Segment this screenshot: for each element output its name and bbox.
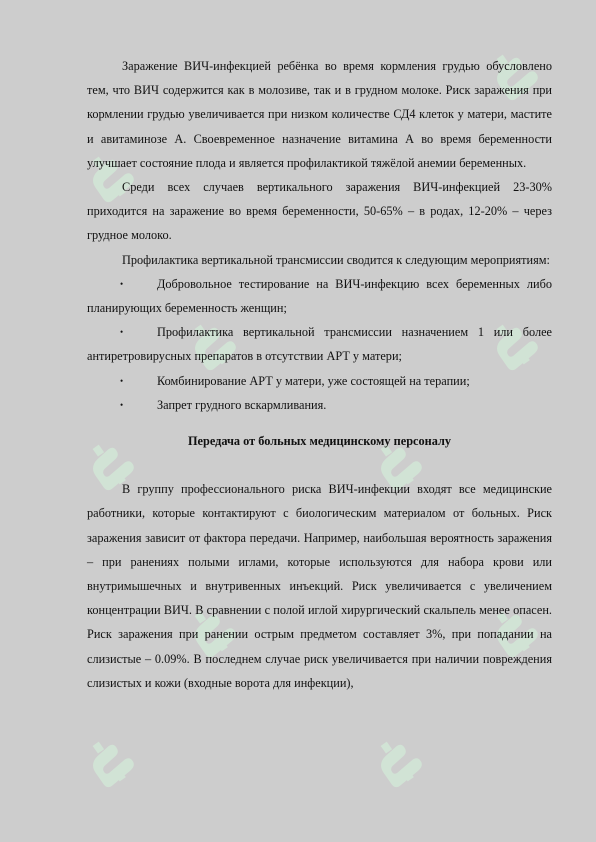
bullet-list-item — [87, 272, 552, 320]
watermark-logo-icon — [74, 725, 146, 797]
bullet-icon: • — [120, 327, 124, 338]
section-heading: Передача от больных медицинскому персоналу — [187, 434, 452, 449]
bullet-text: Запрет грудного вскармливания. — [157, 397, 327, 412]
bullet-icon: • — [120, 375, 124, 386]
body-paragraph: Заражение ВИЧ-инфекцией ребёнка во время кормления грудью обусловлено тем, что ВИЧ содержится как в молозиве, так и в грудном молоке. Риск заражения при кормлении грудью увеличивается при низком количестве СД4 клеток у матери, мастите и авитаминозе А. Своевременное назначение витамина А во время беременности улучшает состояние плода и является профилактикой тяжёлой анемии беременных. — [87, 59, 552, 170]
body-paragraph: В группу профессионального риска ВИЧ-инфекции входят все медицинские работники, которые контактируют с биологическим материалом от больных. Риск заражения зависит от фактора передачи. Например, наибольшая вероятность заражения – при ранениях полыми иглами, которые используются для набора крови или внутримышечных и внутривенных инъекций. Риск увеличивается с увеличением концентрации ВИЧ. В сравнении с полой иглой хирургический скальпель менее опасен. Риск заражения при ранении острым предметом составляет 3%, при попадании на слизистые – 0.09%. В последнем случае риск увеличивается при наличии повреждения слизистых и кожи (входные ворота для инфекции), — [87, 482, 552, 690]
watermark-logo-icon — [362, 725, 434, 797]
body-paragraph: Профилактика вертикальной трансмиссии сводится к следующим мероприятиям: — [122, 252, 550, 267]
bullet-list-item — [87, 393, 552, 417]
bullet-list-item — [87, 320, 552, 368]
bullet-text: Профилактика вертикальной трансмиссии назначением 1 или более антиретровирусных препаратов в отсутствии АРТ у матери; — [87, 325, 552, 364]
bullet-icon: • — [120, 278, 124, 289]
bullet-list-item — [87, 369, 552, 393]
bullet-text: Добровольное тестирование на ВИЧ-инфекцию всех беременных либо планирующих беременность женщин; — [87, 276, 552, 316]
document-body — [87, 54, 552, 695]
bullet-icon: • — [120, 399, 124, 410]
body-paragraph: Среди всех случаев вертикального заражения ВИЧ-инфекцией 23-30% приходится на заражение во время беременности, 50-65% – в родах, 12-20% – через грудное молоко. — [87, 180, 552, 243]
bullet-text: Комбинирование АРТ у матери, уже состоящей на терапии; — [157, 373, 470, 388]
